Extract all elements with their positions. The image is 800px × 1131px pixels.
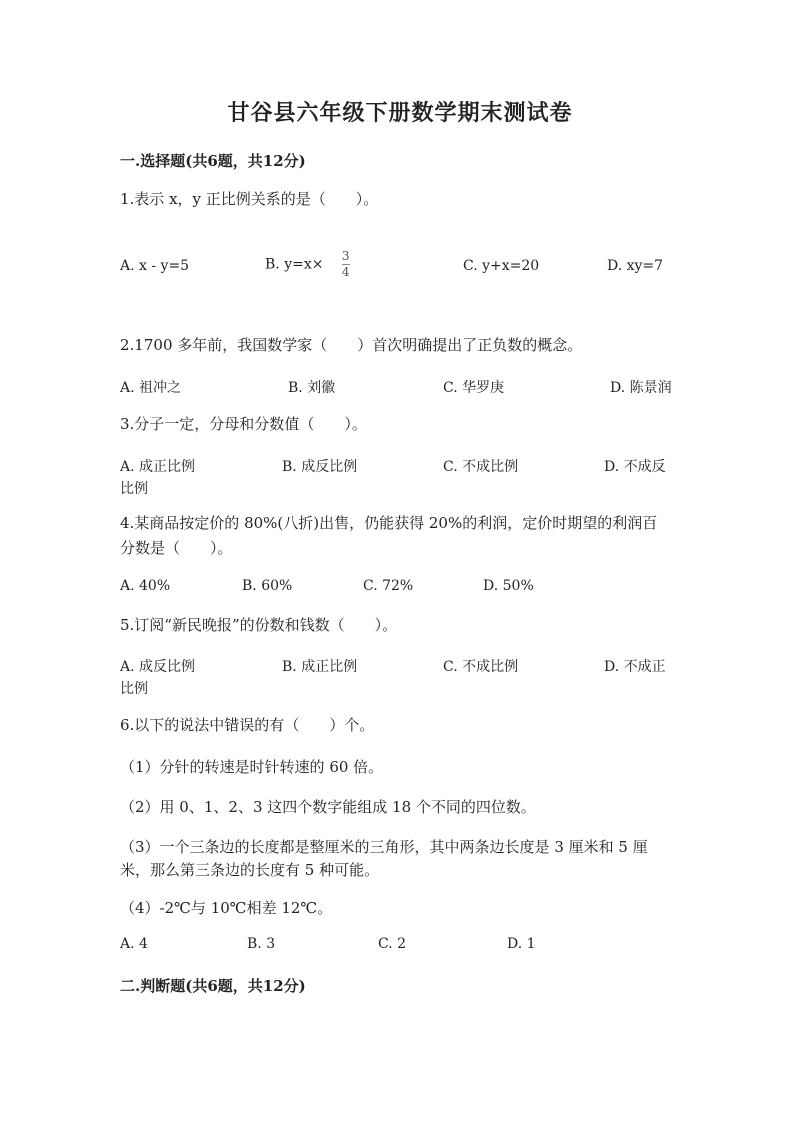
q6-statement-3-line2: 米，那么第三条边的长度有 5 种可能。 (120, 861, 380, 879)
q2-option-c: C. 华罗庚 (443, 380, 505, 396)
question-2-stem: 2.1700 多年前，我国数学家（ ）首次明确提出了正负数的概念。 (120, 336, 583, 354)
q3-option-c: C. 不成比例 (443, 459, 519, 475)
fraction (342, 250, 350, 279)
q1-option-a: A. x - y=5 (120, 258, 190, 274)
q5-option-d: D. 不成正 (604, 659, 666, 675)
q4-option-c: C. 72% (363, 578, 414, 594)
fraction-numerator: 3 (341, 249, 350, 263)
q4-option-a: A. 40% (120, 578, 171, 594)
question-3-stem: 3.分子一定，分母和分数值（ ）。 (120, 415, 367, 433)
q4-option-b: B. 60% (242, 578, 293, 594)
page-title: 甘谷县六年级下册数学期末测试卷 (227, 100, 573, 126)
section-heading-choice: 一.选择题(共6题，共12分) (120, 152, 306, 170)
q1-option-c: C. y+x=20 (463, 258, 540, 274)
question-1-stem: 1.表示 x，y 正比例关系的是（ ）。 (120, 190, 379, 208)
q3-option-d-wrap: 比例 (120, 481, 148, 497)
q1-option-d: D. xy=7 (607, 258, 664, 274)
q6-option-b: B. 3 (247, 936, 276, 952)
question-6-stem: 6.以下的说法中错误的有（ ）个。 (120, 716, 375, 734)
q5-option-d-wrap: 比例 (120, 681, 148, 697)
q2-option-b: B. 刘徽 (288, 380, 336, 396)
q6-option-c: C. 2 (378, 936, 407, 952)
q5-option-a: A. 成反比例 (120, 659, 196, 675)
q3-option-a: A. 成正比例 (120, 459, 196, 475)
q6-statement-3-line1: （3）一个三条边的长度都是整厘米的三角形，其中两条边长度是 3 厘米和 5 厘 (120, 838, 648, 856)
q3-option-d: D. 不成反 (604, 459, 666, 475)
q6-option-d: D. 1 (507, 936, 536, 952)
question-5-stem: 5.订阅“新民晚报”的份数和钱数（ ）。 (120, 616, 398, 634)
fraction-denominator: 4 (341, 265, 350, 279)
q5-option-c: C. 不成比例 (443, 659, 519, 675)
q6-option-a: A. 4 (120, 936, 148, 952)
q1-option-b (265, 250, 350, 279)
q3-option-b: B. 成反比例 (282, 459, 358, 475)
question-4-stem-line2: 分数是（ ）。 (120, 539, 233, 557)
section-heading-judgement: 二.判断题(共6题，共12分) (120, 977, 306, 995)
q6-statement-2: （2）用 0、1、2、3 这四个数字能组成 18 个不同的四位数。 (120, 798, 536, 816)
q2-option-d: D. 陈景润 (610, 380, 672, 396)
q6-statement-1: （1）分针的转速是时针转速的 60 倍。 (120, 758, 384, 776)
q4-option-d: D. 50% (483, 578, 534, 594)
q5-option-b: B. 成正比例 (282, 659, 358, 675)
q2-option-a: A. 祖冲之 (120, 380, 182, 396)
question-4-stem-line1: 4.某商品按定价的 80%(八折)出售，仍能获得 20%的利润，定价时期望的利润百 (120, 514, 658, 532)
q1-option-b-label: B. y=x× (265, 256, 324, 273)
q6-statement-4: （4）-2℃与 10℃相差 12℃。 (120, 899, 333, 917)
